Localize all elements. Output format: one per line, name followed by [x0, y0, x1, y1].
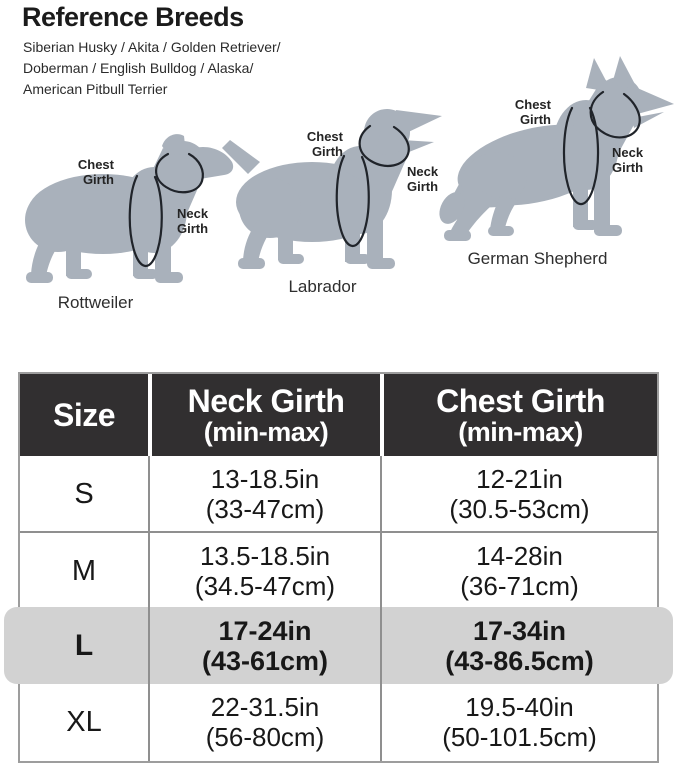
header-size: Size — [52, 397, 116, 433]
neck-girth-value: 17-24in (43-61cm) — [148, 608, 380, 683]
table-row-m — [20, 531, 657, 608]
neck-girth-label: Neck Girth — [612, 145, 644, 175]
page-title: Reference Breeds — [22, 2, 244, 32]
breed-list-line-1: Siberian Husky / Akita / Golden Retriever/ — [23, 39, 281, 55]
table-row-xl — [20, 683, 657, 761]
neck-girth-value: 13.5-18.5in (34.5-47cm) — [148, 533, 380, 608]
chest-girth-label: Chest Girth — [77, 157, 114, 187]
dog-name-labrador: Labrador — [288, 277, 357, 296]
breed-list-line-2: Doberman / English Bulldog / Alaska/ — [23, 60, 254, 76]
breed-list — [23, 37, 281, 100]
chest-girth-value: 17-34in (43-86.5cm) — [380, 608, 657, 683]
breed-list-line-3: American Pitbull Terrier — [23, 81, 168, 97]
size-value: M — [71, 554, 97, 587]
size-value: S — [74, 477, 94, 510]
neck-girth-label: Neck Girth — [407, 164, 439, 194]
chest-girth-label: Chest Girth — [306, 129, 343, 159]
size-value: L — [74, 628, 94, 662]
chest-girth-value: 14-28in (36-71cm) — [380, 533, 657, 608]
table-header-row — [20, 374, 657, 456]
table-row-s — [20, 456, 657, 531]
chest-girth-value: 12-21in (30.5-53cm) — [380, 456, 657, 531]
dog-name-rottweiler: Rottweiler — [57, 293, 134, 312]
header-chest-girth: Chest Girth (min-max) — [380, 374, 657, 456]
neck-girth-label: Neck Girth — [177, 206, 209, 236]
chest-girth-value: 19.5-40in (50-101.5cm) — [380, 683, 657, 761]
dog-name-german-shepherd: German Shepherd — [467, 249, 608, 268]
table-row-l-highlighted — [20, 608, 657, 683]
size-value: XL — [66, 706, 102, 738]
neck-girth-value: 22-31.5in (56-80cm) — [148, 683, 380, 761]
size-table — [18, 372, 659, 763]
neck-girth-value: 13-18.5in (33-47cm) — [148, 456, 380, 531]
header-neck-girth: Neck Girth (min-max) — [148, 374, 380, 456]
chest-girth-label: Chest Girth — [514, 97, 551, 127]
